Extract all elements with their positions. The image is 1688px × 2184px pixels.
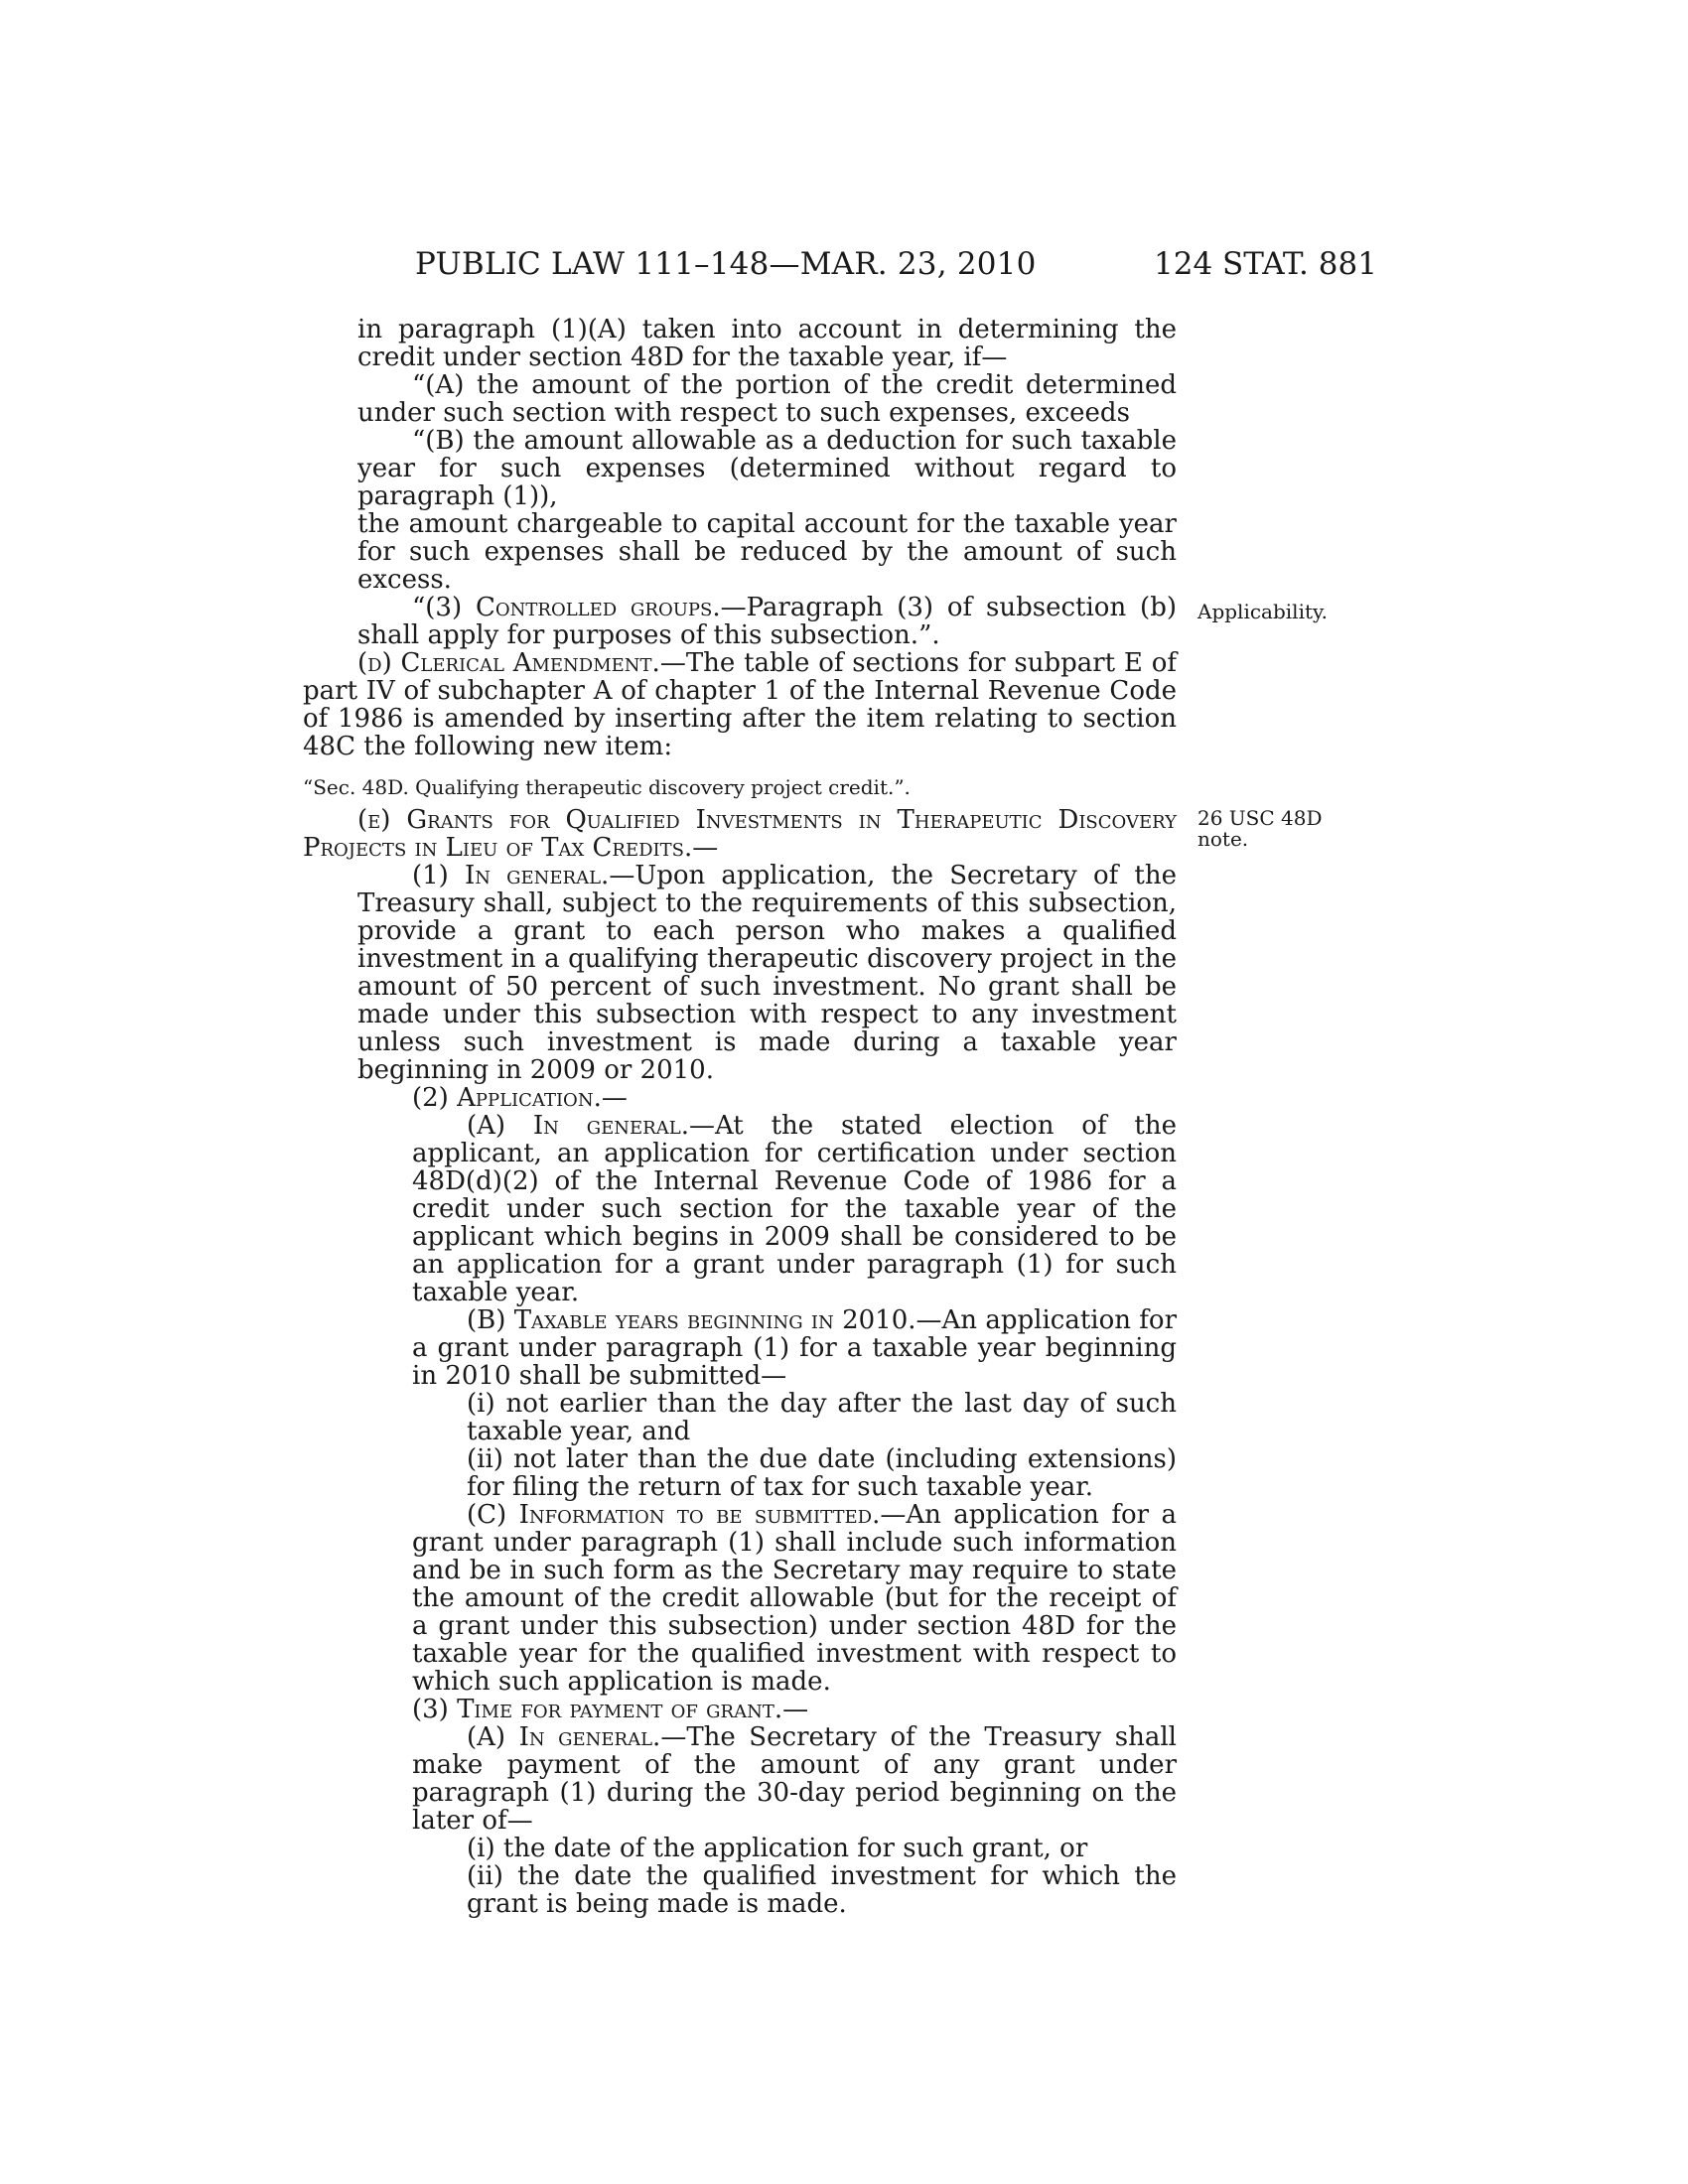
paragraph-text: —At the stated election of the applicant, an application for certification under section 48D(d)(2) of the Internal Revenue Code of 1986 for a credit under such section for the taxable year of the applicant which begins in 2009 shall be considered to be an application for a grant under paragraph (1) for such taxable year. [412, 1111, 1177, 1307]
paragraph-heading: (C) Information to be submitted. [467, 1500, 881, 1530]
paragraph-text: —An application for a grant under paragraph (1) shall include such information and be in such form as the Secretary may require to state the amount of the credit allowable (but for the receipt of a grant under this subsection) under section 48D for the taxable year for the qualified investment with respect to which such application is made. [412, 1500, 1177, 1697]
section-table-item: “Sec. 48D. Qualifying therapeutic discovery project credit.”. [303, 775, 911, 799]
paragraph: (ii) the date the qualified investment for which the grant is being made is made. [467, 1861, 1177, 1919]
page-header-title: PUBLIC LAW 111–148—MAR. 23, 2010 [415, 246, 1037, 282]
paragraph: in paragraph (1)(A) taken into account in determining the credit under section 48D for the taxable year, if— [357, 315, 1177, 372]
margin-note-usc-line2: note. [1197, 827, 1249, 851]
paragraph [303, 594, 1177, 649]
paragraph [303, 806, 1177, 862]
margin-note-applicability: Applicability. [1197, 600, 1328, 623]
paragraph: (ii) not later than the due date (including extensions) for filing the return of tax for such taxable year. [467, 1444, 1177, 1502]
paragraph [303, 1306, 1177, 1390]
paragraph: “(A) the amount of the portion of the credit determined under such section with respect to such expenses, exceeds [357, 370, 1177, 428]
paragraph-heading: (A) In general. [467, 1111, 689, 1141]
paragraph-text: — [692, 833, 719, 863]
paragraph-text: —The Secretary of the Treasury shall make payment of the amount of any grant under paragraph (1) during the 30-day period beginning on the later of— [412, 1722, 1177, 1836]
margin-note-usc-line1: 26 USC 48D [1197, 806, 1323, 830]
paragraph [303, 1084, 1177, 1112]
paragraph-heading: (B) Taxable years beginning in 2010. [467, 1305, 916, 1335]
paragraph-heading: (3) Time for payment of grant. [412, 1695, 783, 1724]
paragraph-heading: (A) In general. [467, 1722, 661, 1752]
paragraph [303, 862, 1177, 1084]
paragraph-text: — [601, 1083, 628, 1113]
paragraph [303, 1501, 1177, 1696]
paragraph [303, 1112, 1177, 1306]
paragraph-heading: (1) In general. [412, 861, 610, 890]
paragraph-text: —Paragraph (3) of subsection (b) shall apply for purposes of this subsection.”. [357, 593, 1177, 650]
paragraph-text: —Upon application, the Secretary of the Treasury shall, subject to the requirements of this subsection, provide a grant to each person who makes a qualified investment in a qualifying therapeutic discovery project in the amount of 50 percent of such investment. No grant shall be made under this subsection with respect to any investment unless such investment is made during a taxable year beginning in 2009 or 2010. [357, 861, 1178, 1085]
paragraph-text: —An application for a grant under paragraph (1) for a taxable year beginning in 2010 shall be submitted— [412, 1305, 1178, 1391]
paragraph-text: —The table of sections for subpart E of part IV of subchapter A of chapter 1 of the Internal Revenue Code of 1986 is amended by inserting after the item relating to section 48C the following new item: [303, 648, 1177, 761]
paragraph: (i) the date of the application for such grant, or [467, 1834, 1088, 1863]
paragraph [303, 649, 1177, 760]
paragraph-heading: (e) Grants for Qualified Investments in Therapeutic Discovery Projects in Lieu of Tax Credits. [303, 805, 1177, 863]
paragraph: “(B) the amount allowable as a deduction for such taxable year for such expenses (determined without regard to paragraph (1)), [357, 426, 1177, 511]
paragraph-heading: (d) Clerical Amendment. [357, 648, 660, 678]
paragraph-text: — [782, 1695, 809, 1724]
paragraph [303, 1696, 1177, 1723]
paragraph [303, 1723, 1177, 1835]
paragraph-heading: “(3) Controlled groups. [412, 593, 721, 622]
paragraph: (i) not earlier than the day after the last day of such taxable year, and [467, 1389, 1177, 1446]
document-body [303, 316, 1177, 1918]
paragraph: the amount chargeable to capital account for the taxable year for such expenses shall be reduced by the amount of such excess. [357, 509, 1177, 595]
page-header-stat: 124 STAT. 881 [1154, 246, 1377, 282]
paragraph-heading: (2) Application. [412, 1083, 602, 1113]
